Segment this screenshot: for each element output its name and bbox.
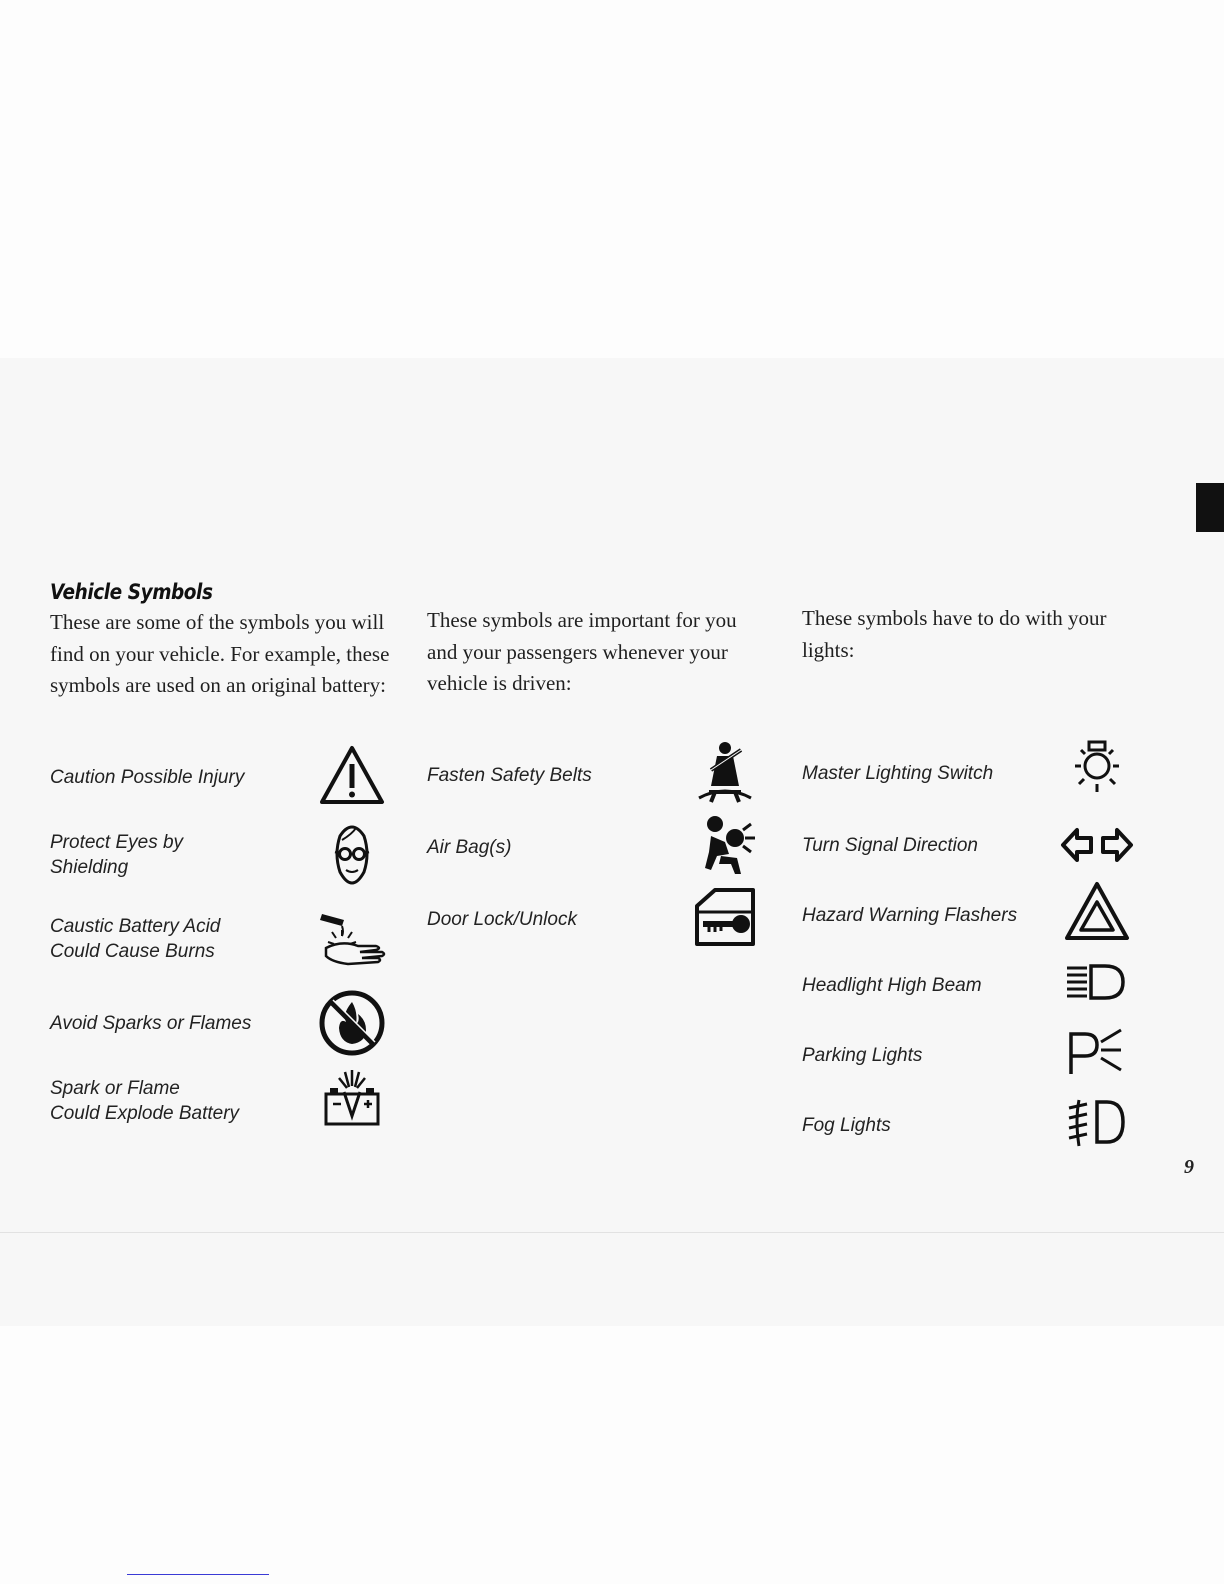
symbol-label: Door Lock/Unlock bbox=[427, 908, 577, 930]
symbol-label: Spark or Flame Could Explode Battery bbox=[50, 1078, 240, 1124]
symbol-row-fog bbox=[802, 1090, 1147, 1160]
footer-link-underline[interactable] bbox=[127, 1574, 269, 1575]
battery-explosion-icon bbox=[312, 1066, 392, 1136]
symbol-label: Turn Signal Direction bbox=[802, 834, 979, 856]
acid-hand-icon bbox=[312, 904, 392, 974]
turn-signal-arrows-icon bbox=[1057, 810, 1137, 880]
band-divider bbox=[0, 1232, 1224, 1233]
symbol-label: Fasten Safety Belts bbox=[427, 764, 592, 786]
symbol-row-air-bags bbox=[427, 812, 772, 882]
symbol-label: Air Bag(s) bbox=[427, 836, 512, 858]
symbol-row-avoid-sparks bbox=[50, 988, 395, 1058]
symbol-label: Caution Possible Injury bbox=[50, 766, 245, 788]
symbol-row-hazard bbox=[802, 880, 1147, 950]
symbol-row-spark-explode bbox=[50, 1066, 395, 1136]
hazard-triangle-icon bbox=[1057, 880, 1137, 950]
symbol-row-high-beam bbox=[802, 950, 1147, 1020]
symbol-label: Avoid Sparks or Flames bbox=[50, 1012, 252, 1034]
symbol-row-door-lock bbox=[427, 884, 772, 954]
symbol-label: Parking Lights bbox=[802, 1044, 923, 1066]
master-lighting-icon bbox=[1057, 738, 1137, 808]
intro-column-3: These symbols have to do with your lights: bbox=[802, 606, 1107, 662]
symbol-row-caustic-acid bbox=[50, 904, 395, 974]
page-number: 9 bbox=[1184, 1156, 1194, 1178]
section-tab-marker bbox=[1196, 483, 1224, 532]
symbol-label: Caustic Battery Acid Could Cause Burns bbox=[50, 916, 221, 962]
goggles-face-icon bbox=[312, 820, 392, 890]
no-flame-icon bbox=[312, 988, 392, 1058]
symbol-label: Master Lighting Switch bbox=[802, 762, 994, 784]
symbol-row-parking bbox=[802, 1020, 1147, 1090]
symbol-label: Protect Eyes by Shielding bbox=[50, 832, 184, 878]
parking-lights-icon bbox=[1057, 1020, 1137, 1090]
symbol-label: Fog Lights bbox=[802, 1114, 891, 1136]
seat-belt-icon bbox=[685, 740, 765, 810]
symbol-row-seat-belts bbox=[427, 740, 772, 810]
high-beam-icon bbox=[1057, 950, 1137, 1020]
symbol-row-turn-signal bbox=[802, 810, 1147, 880]
intro-column-2: These symbols are important for you and your passengers whenever your vehicle is driven: bbox=[427, 608, 737, 695]
symbol-row-protect-eyes bbox=[50, 820, 395, 890]
fog-lights-icon bbox=[1057, 1090, 1137, 1160]
symbol-label: Headlight High Beam bbox=[802, 974, 982, 996]
intro-column-1: These are some of the symbols you will find on your vehicle. For example, these symbols are used on an original battery: bbox=[50, 610, 390, 697]
symbol-row-master-lighting bbox=[802, 738, 1147, 808]
warning-triangle-icon bbox=[312, 742, 392, 812]
symbol-row-caution bbox=[50, 742, 395, 812]
door-lock-icon bbox=[685, 884, 765, 954]
symbol-label: Hazard Warning Flashers bbox=[802, 904, 1018, 926]
air-bag-icon bbox=[685, 812, 765, 882]
section-title: Vehicle Symbols bbox=[50, 580, 213, 604]
